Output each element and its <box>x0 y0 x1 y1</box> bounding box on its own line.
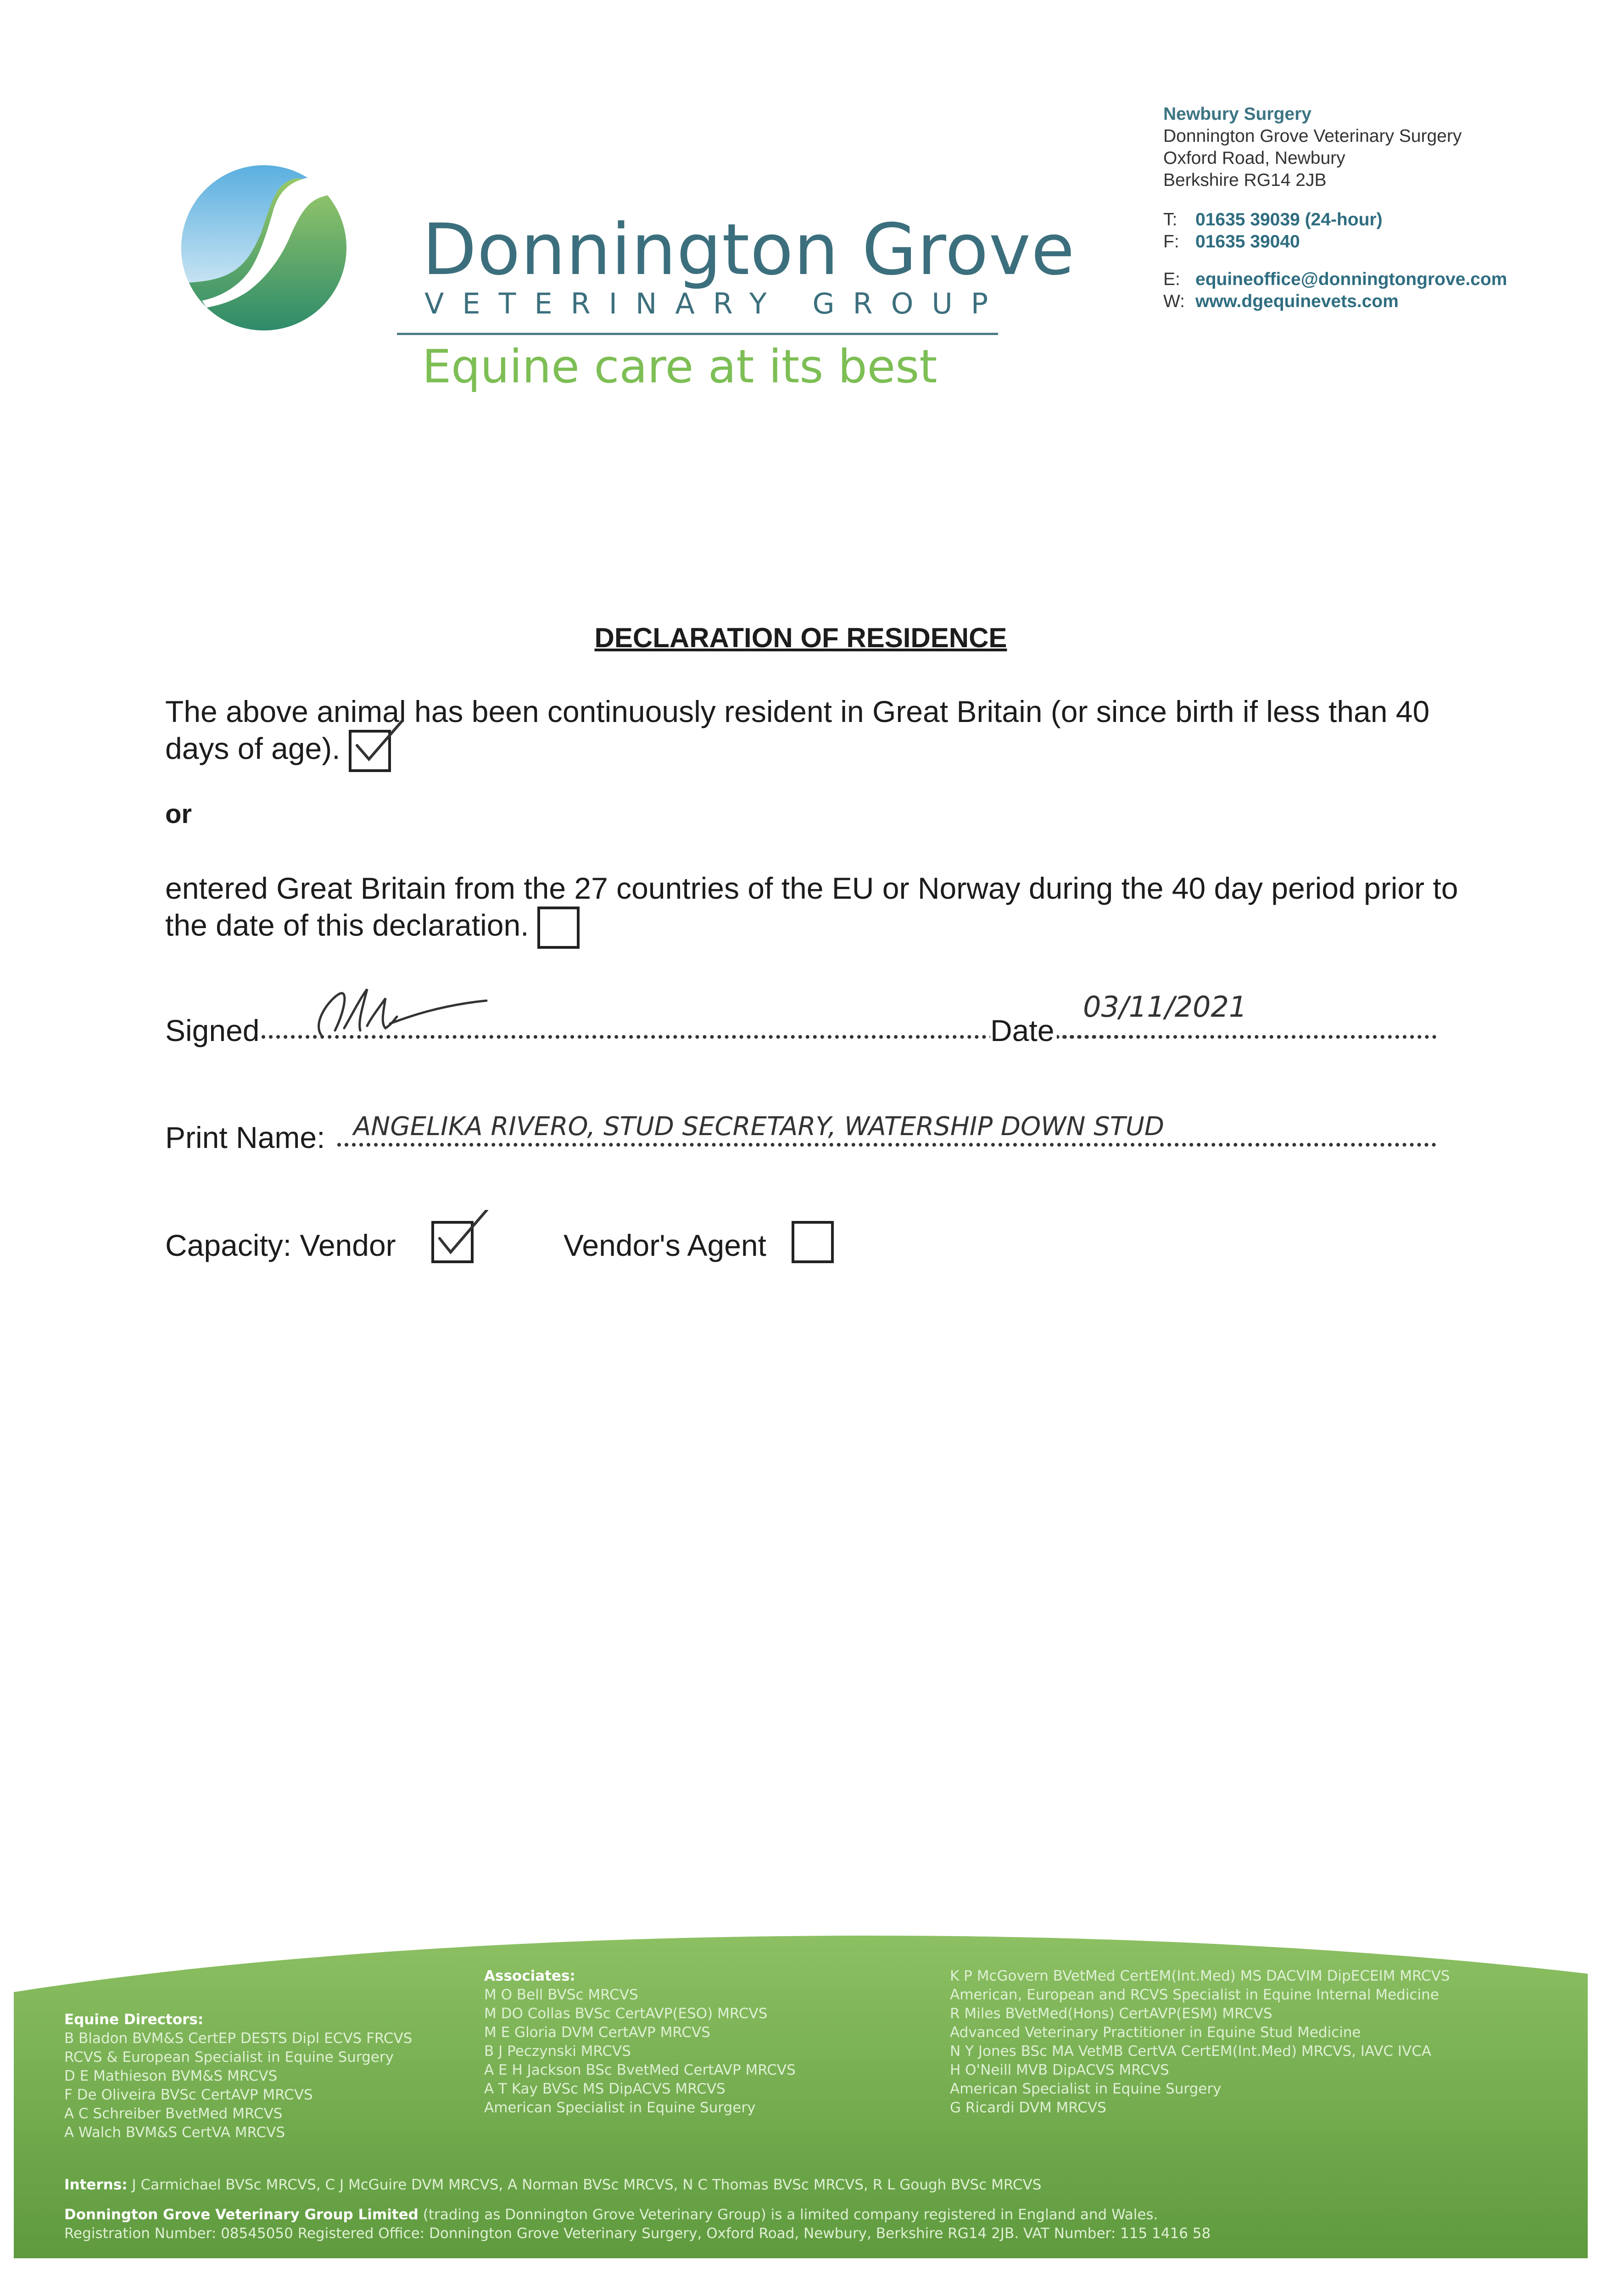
email-label: E: <box>1163 269 1180 289</box>
agent-checkbox[interactable] <box>792 1221 834 1263</box>
phone-block <box>1163 209 1383 253</box>
associate-line: B J Peczynski MRCVS <box>484 2043 631 2060</box>
staff-line: K P McGovern BVetMed CertEM(Int.Med) MS DACVIM DipECEIM MRCVS <box>950 1968 1450 1984</box>
eu-entry-statement <box>165 870 1459 949</box>
company-name: Donnington Grove Veterinary Group Limited <box>64 2206 419 2223</box>
other-staff-list <box>950 1967 1450 2117</box>
director-line: A Walch BVM&S CertVA MRCVS <box>64 2124 285 2141</box>
interns-line <box>64 2176 1041 2194</box>
date-label: Date <box>990 1013 1057 1048</box>
web-label: W: <box>1163 291 1185 311</box>
print-name-row <box>165 1112 1436 1161</box>
staff-line: R Miles BVetMed(Hons) CertAVP(ESM) MRCVS <box>950 2005 1272 2022</box>
or-separator: or <box>165 799 192 829</box>
associates-title: Associates: <box>484 1968 575 1984</box>
fax-value: 01635 39040 <box>1195 232 1300 252</box>
vendor-checkbox[interactable] <box>431 1221 474 1263</box>
email-link[interactable]: equineoffice@donningtongrove.com <box>1195 269 1507 289</box>
fax-label: F: <box>1163 232 1179 252</box>
resident-statement <box>165 693 1459 772</box>
brand-name: Donnington Grove <box>422 209 1075 291</box>
associates-list <box>484 1967 796 2117</box>
brand-divider <box>397 333 998 335</box>
capacity-vendor-label: Capacity: Vendor <box>165 1228 396 1262</box>
footer-band <box>14 1919 1588 2258</box>
print-name-line <box>337 1143 1436 1147</box>
staff-line: H O'Neill MVB DipACVS MRCVS <box>950 2062 1169 2078</box>
director-line: RCVS & European Specialist in Equine Surgery <box>64 2049 394 2066</box>
associate-line: A T Kay BVSc MS DipACVS MRCVS <box>484 2081 725 2097</box>
capacity-row <box>165 1221 1436 1271</box>
associate-line: M DO Collas BVSc CertAVP(ESO) MRCVS <box>484 2005 768 2022</box>
handwritten-signature-icon <box>303 980 496 1044</box>
signature-row <box>165 990 1436 1049</box>
tel-value: 01635 39039 (24-hour) <box>1195 210 1383 230</box>
tel-label: T: <box>1163 210 1178 230</box>
director-line: D E Mathieson BVM&S MRCVS <box>64 2068 278 2084</box>
surgery-name: Newbury Surgery <box>1163 104 1311 124</box>
web-block <box>1163 269 1507 313</box>
check-mark-icon <box>347 719 407 774</box>
date-line <box>1062 1035 1436 1039</box>
address-line-3: Berkshire RG14 2JB <box>1163 170 1327 190</box>
company-description: (trading as Donnington Grove Veterinary Group) is a limited company registered in England and Wales. <box>423 2206 1158 2223</box>
staff-line: American Specialist in Equine Surgery <box>950 2081 1222 2097</box>
interns-names: J Carmichael BVSc MRCVS, C J McGuire DVM MRCVS, A Norman BVSc MRCVS, N C Thomas BVSc MRCVS, R L Gough BVSc MRCVS <box>132 2177 1042 2193</box>
director-line: B Bladon BVM&S CertEP DESTS Dipl ECVS FRCVS <box>64 2030 413 2047</box>
registration-line: Registration Number: 08545050 Registered Office: Donnington Grove Veterinary Surgery, Oxford Road, Newbury, Berkshire RG14 2JB. VAT Number: 115 1416 58 <box>64 2225 1211 2242</box>
directors-list <box>64 2010 412 2142</box>
print-name-value: ANGELIKA RIVERO, STUD SECRETARY, WATERSHIP DOWN STUD <box>353 1112 1165 1142</box>
associate-line: M O Bell BVSc MRCVS <box>484 1987 638 2003</box>
associate-line: M E Gloria DVM CertAVP MRCVS <box>484 2024 710 2041</box>
brand-subtitle: VETERINARY GROUP <box>424 287 1007 320</box>
director-line: A C Schreiber BvetMed MRCVS <box>64 2105 283 2122</box>
staff-line: American, European and RCVS Specialist in Equine Internal Medicine <box>950 1987 1439 2003</box>
resident-checkbox[interactable] <box>349 730 391 772</box>
address-line-1: Donnington Grove Veterinary Surgery <box>1163 126 1462 146</box>
declaration-title: DECLARATION OF RESIDENCE <box>594 622 1007 653</box>
check-mark-icon <box>430 1210 489 1265</box>
logo-horse-icon <box>179 163 349 333</box>
web-link[interactable]: www.dgequinevets.com <box>1195 291 1399 311</box>
staff-line: Advanced Veterinary Practitioner in Equine Stud Medicine <box>950 2024 1361 2041</box>
associate-line: A E H Jackson BSc BvetMed CertAVP MRCVS <box>484 2062 796 2078</box>
director-line: F De Oliveira BVSc CertAVP MRCVS <box>64 2087 313 2103</box>
interns-title: Interns: <box>64 2177 128 2193</box>
staff-line: N Y Jones BSc MA VetMB CertVA CertEM(Int.Med) MRCVS, IAVC IVCA <box>950 2043 1432 2060</box>
address-line-2: Oxford Road, Newbury <box>1163 148 1345 168</box>
signed-label: Signed <box>165 1013 260 1047</box>
resident-statement-text: The above animal has been continuously resident in Great Britain (or since birth if less than 40 days of age). <box>165 694 1430 766</box>
eu-entry-checkbox[interactable] <box>537 907 580 949</box>
eu-entry-statement-text: entered Great Britain from the 27 countries of the EU or Norway during the 40 day period prior to the date of this declaration. <box>165 871 1458 942</box>
associate-line: American Specialist in Equine Surgery <box>484 2099 756 2116</box>
company-line <box>64 2205 1158 2224</box>
directors-title: Equine Directors: <box>64 2011 204 2028</box>
date-value: 03/11/2021 <box>1083 990 1247 1024</box>
vendors-agent-label: Vendor's Agent <box>564 1228 766 1262</box>
brand-tagline: Equine care at its best <box>422 340 938 393</box>
address-block <box>1163 103 1462 191</box>
staff-line: G Ricardi DVM MRCVS <box>950 2099 1106 2116</box>
print-name-label: Print Name: <box>165 1120 325 1154</box>
